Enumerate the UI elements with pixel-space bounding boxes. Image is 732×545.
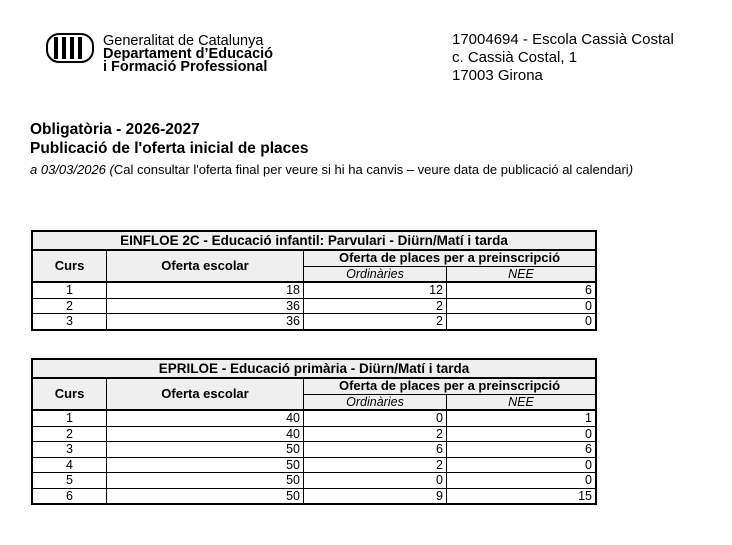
table-row xyxy=(32,442,596,458)
cell: 2 xyxy=(304,426,447,442)
cell: 5 xyxy=(32,473,107,489)
cell: 2 xyxy=(32,426,107,442)
school-city: 17003 Girona xyxy=(452,67,543,84)
school-address: c. Cassià Costal, 1 xyxy=(452,49,578,66)
col-oferta: Oferta escolar xyxy=(107,378,304,410)
table-einfloe xyxy=(31,230,597,331)
publication-note: a 03/03/2026 (Cal consultar l'oferta final per veure si hi ha canvis – veure data de publicació al calendari) xyxy=(30,162,634,177)
cell: 1 xyxy=(32,282,107,298)
cell: 6 xyxy=(447,282,597,298)
table-row xyxy=(32,282,596,298)
department-name: Departament d’Educació xyxy=(103,46,274,62)
cell: 0 xyxy=(447,426,597,442)
cell: 6 xyxy=(304,442,447,458)
table-row xyxy=(32,473,596,489)
table-row xyxy=(32,314,596,330)
col-ordinaries: Ordinàries xyxy=(304,266,447,282)
org-name: Generalitat de Catalunya xyxy=(103,33,264,49)
cell: 36 xyxy=(107,314,304,330)
cell: 0 xyxy=(447,457,597,473)
cell: 1 xyxy=(32,410,107,426)
col-preinscripcio: Oferta de places per a preinscripció xyxy=(304,250,597,266)
cell: 0 xyxy=(447,298,597,314)
cell: 12 xyxy=(304,282,447,298)
cell: 2 xyxy=(304,298,447,314)
col-oferta: Oferta escolar xyxy=(107,250,304,282)
cell: 36 xyxy=(107,298,304,314)
cell: 6 xyxy=(32,488,107,504)
page-subtitle: Publicació de l'oferta inicial de places xyxy=(30,140,309,157)
col-ordinaries: Ordinàries xyxy=(304,394,447,410)
table-row xyxy=(32,457,596,473)
cell: 6 xyxy=(447,442,597,458)
cell: 50 xyxy=(107,488,304,504)
cell: 0 xyxy=(447,473,597,489)
col-preinscripcio: Oferta de places per a preinscripció xyxy=(304,378,597,394)
page-title: Obligatòria - 2026-2027 xyxy=(30,121,200,138)
cell: 0 xyxy=(304,473,447,489)
generalitat-logo-icon xyxy=(46,33,94,63)
cell: 40 xyxy=(107,410,304,426)
cell: 40 xyxy=(107,426,304,442)
cell: 3 xyxy=(32,314,107,330)
cell: 50 xyxy=(107,442,304,458)
cell: 2 xyxy=(304,457,447,473)
col-nee: NEE xyxy=(447,394,597,410)
cell: 2 xyxy=(304,314,447,330)
cell: 50 xyxy=(107,457,304,473)
cell: 50 xyxy=(107,473,304,489)
school-code-name: 17004694 - Escola Cassià Costal xyxy=(452,31,674,48)
cell: 1 xyxy=(447,410,597,426)
table-epriloe xyxy=(31,358,597,505)
cell: 4 xyxy=(32,457,107,473)
cell: 2 xyxy=(32,298,107,314)
cell: 18 xyxy=(107,282,304,298)
table-row xyxy=(32,298,596,314)
cell: 0 xyxy=(447,314,597,330)
col-curs: Curs xyxy=(32,378,107,410)
table-row xyxy=(32,410,596,426)
table-row xyxy=(32,426,596,442)
table-title: EPRILOE - Educació primària - Diürn/Matí i tarda xyxy=(32,359,596,378)
col-curs: Curs xyxy=(32,250,107,282)
cell: 9 xyxy=(304,488,447,504)
table-title: EINFLOE 2C - Educació infantil: Parvulari - Diürn/Matí i tarda xyxy=(32,231,596,250)
table-row xyxy=(32,488,596,504)
col-nee: NEE xyxy=(447,266,597,282)
cell: 0 xyxy=(304,410,447,426)
cell: 15 xyxy=(447,488,597,504)
cell: 3 xyxy=(32,442,107,458)
department-name-2: i Formació Professional xyxy=(103,59,268,75)
